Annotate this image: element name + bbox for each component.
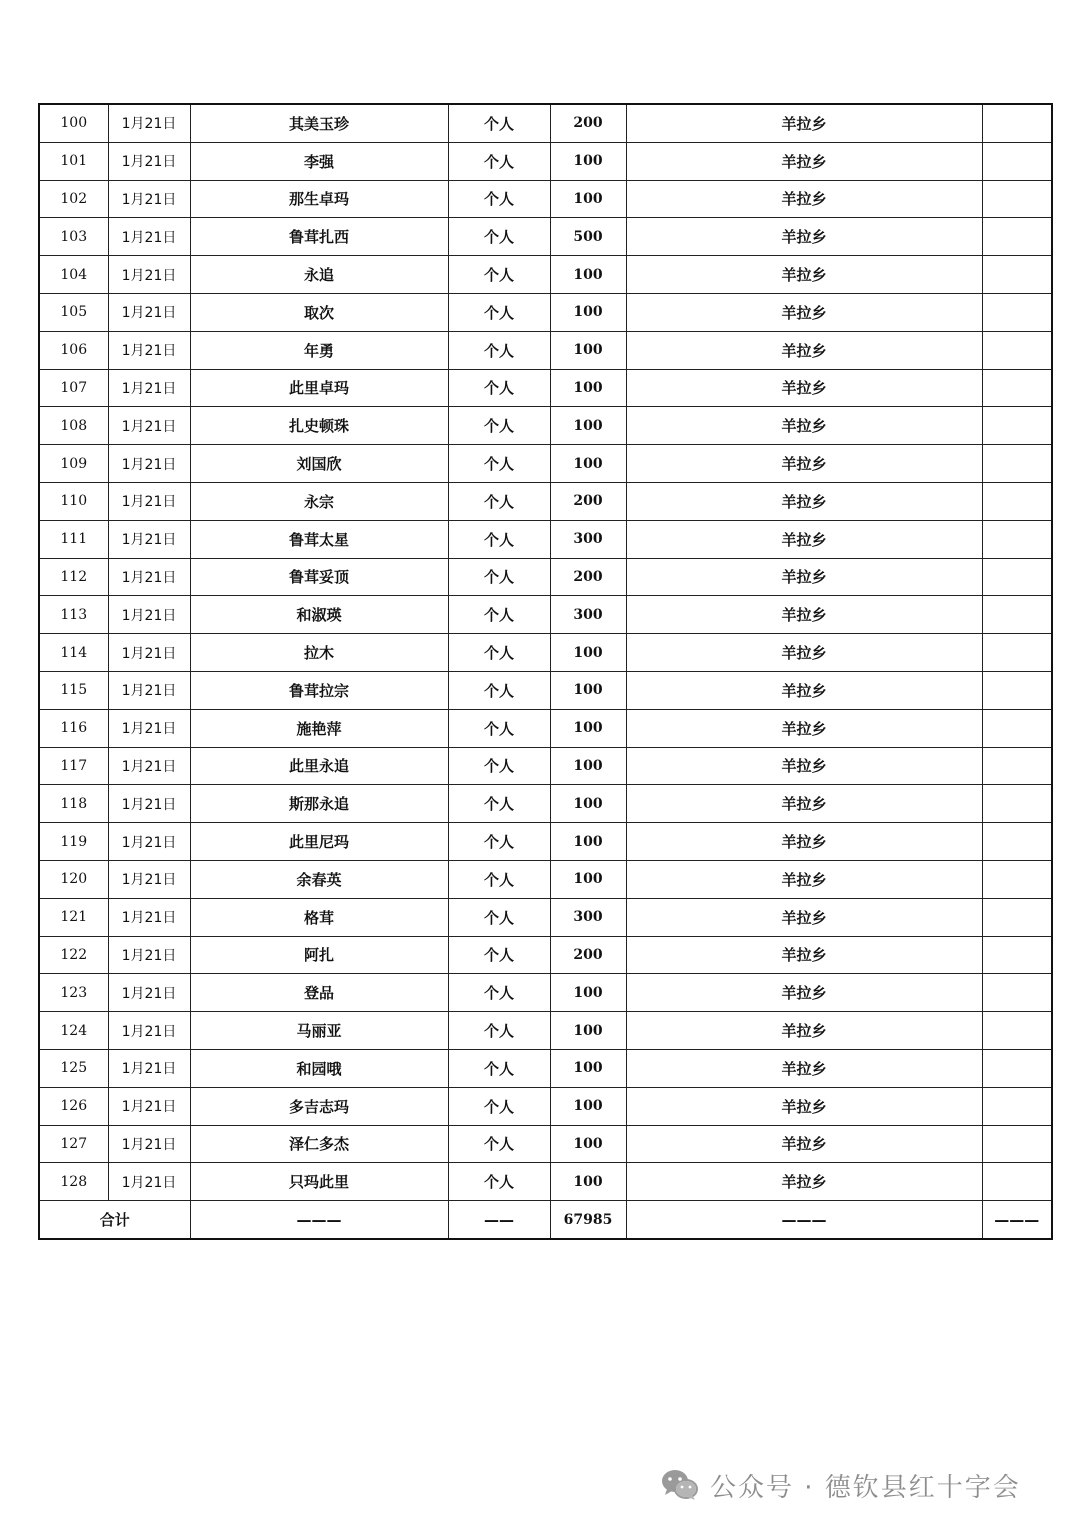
row-amount: 100 <box>550 293 626 331</box>
watermark-text: 公众号 · 德钦县红十字会 <box>710 1472 1021 1503</box>
row-donor-name: 和淑瑛 <box>190 596 448 634</box>
total-name-dash: ——— <box>190 1201 448 1239</box>
table-row <box>39 823 1052 861</box>
row-note <box>982 860 1052 898</box>
row-place: 羊拉乡 <box>626 1012 982 1050</box>
row-note <box>982 596 1052 634</box>
row-note <box>982 293 1052 331</box>
row-place: 羊拉乡 <box>626 180 982 218</box>
donation-table <box>38 103 1053 1240</box>
row-place: 羊拉乡 <box>626 256 982 294</box>
row-note <box>982 369 1052 407</box>
table-body <box>39 104 1052 1239</box>
row-number: 105 <box>39 293 108 331</box>
row-number: 113 <box>39 596 108 634</box>
row-date: 1月21日 <box>108 860 190 898</box>
row-donor-type: 个人 <box>448 860 550 898</box>
row-place: 羊拉乡 <box>626 1163 982 1201</box>
row-amount: 100 <box>550 1012 626 1050</box>
row-note <box>982 671 1052 709</box>
row-donor-name: 只玛此里 <box>190 1163 448 1201</box>
table-row <box>39 634 1052 672</box>
row-number: 117 <box>39 747 108 785</box>
row-note <box>982 1012 1052 1050</box>
row-date: 1月21日 <box>108 1049 190 1087</box>
row-donor-type: 个人 <box>448 482 550 520</box>
row-place: 羊拉乡 <box>626 747 982 785</box>
row-number: 119 <box>39 823 108 861</box>
row-place: 羊拉乡 <box>626 1087 982 1125</box>
row-amount: 200 <box>550 558 626 596</box>
row-donor-type: 个人 <box>448 823 550 861</box>
watermark <box>660 1462 1021 1508</box>
row-place: 羊拉乡 <box>626 520 982 558</box>
row-note <box>982 331 1052 369</box>
table-row <box>39 1125 1052 1163</box>
row-date: 1月21日 <box>108 331 190 369</box>
row-place: 羊拉乡 <box>626 482 982 520</box>
row-date: 1月21日 <box>108 445 190 483</box>
wechat-icon <box>660 1468 700 1502</box>
row-number: 122 <box>39 936 108 974</box>
row-amount: 100 <box>550 180 626 218</box>
row-donor-name: 施艳萍 <box>190 709 448 747</box>
row-number: 103 <box>39 218 108 256</box>
row-note <box>982 558 1052 596</box>
table-row <box>39 671 1052 709</box>
row-amount: 100 <box>550 407 626 445</box>
row-donor-name: 永追 <box>190 256 448 294</box>
row-donor-type: 个人 <box>448 293 550 331</box>
row-number: 100 <box>39 104 108 142</box>
row-donor-name: 年勇 <box>190 331 448 369</box>
table-row <box>39 445 1052 483</box>
row-donor-type: 个人 <box>448 974 550 1012</box>
row-note <box>982 104 1052 142</box>
row-donor-type: 个人 <box>448 218 550 256</box>
row-amount: 300 <box>550 898 626 936</box>
row-date: 1月21日 <box>108 256 190 294</box>
row-note <box>982 407 1052 445</box>
row-note <box>982 445 1052 483</box>
row-donor-name: 刘国欣 <box>190 445 448 483</box>
total-amount: 67985 <box>550 1201 626 1239</box>
row-donor-type: 个人 <box>448 1049 550 1087</box>
row-note <box>982 1125 1052 1163</box>
row-note <box>982 634 1052 672</box>
row-place: 羊拉乡 <box>626 1125 982 1163</box>
row-number: 107 <box>39 369 108 407</box>
row-donor-name: 和园哦 <box>190 1049 448 1087</box>
table-row <box>39 142 1052 180</box>
table-row <box>39 104 1052 142</box>
table-row <box>39 709 1052 747</box>
row-donor-type: 个人 <box>448 747 550 785</box>
row-donor-name: 鲁茸妥顶 <box>190 558 448 596</box>
row-donor-name: 拉木 <box>190 634 448 672</box>
table-row <box>39 482 1052 520</box>
row-note <box>982 936 1052 974</box>
row-donor-name: 永宗 <box>190 482 448 520</box>
row-date: 1月21日 <box>108 1087 190 1125</box>
row-date: 1月21日 <box>108 218 190 256</box>
row-number: 110 <box>39 482 108 520</box>
row-date: 1月21日 <box>108 671 190 709</box>
row-donor-name: 扎史顿珠 <box>190 407 448 445</box>
row-amount: 100 <box>550 671 626 709</box>
row-note <box>982 747 1052 785</box>
table-row <box>39 256 1052 294</box>
row-note <box>982 142 1052 180</box>
row-place: 羊拉乡 <box>626 331 982 369</box>
row-date: 1月21日 <box>108 747 190 785</box>
row-note <box>982 974 1052 1012</box>
row-date: 1月21日 <box>108 482 190 520</box>
row-place: 羊拉乡 <box>626 898 982 936</box>
row-date: 1月21日 <box>108 936 190 974</box>
row-donor-type: 个人 <box>448 104 550 142</box>
row-number: 128 <box>39 1163 108 1201</box>
row-donor-name: 此里永追 <box>190 747 448 785</box>
row-amount: 200 <box>550 482 626 520</box>
row-number: 109 <box>39 445 108 483</box>
row-donor-type: 个人 <box>448 1163 550 1201</box>
row-donor-type: 个人 <box>448 936 550 974</box>
row-date: 1月21日 <box>108 407 190 445</box>
row-place: 羊拉乡 <box>626 596 982 634</box>
row-amount: 100 <box>550 142 626 180</box>
row-amount: 100 <box>550 1087 626 1125</box>
row-donor-type: 个人 <box>448 785 550 823</box>
row-date: 1月21日 <box>108 142 190 180</box>
row-number: 125 <box>39 1049 108 1087</box>
row-place: 羊拉乡 <box>626 936 982 974</box>
row-number: 102 <box>39 180 108 218</box>
total-place-dash: ——— <box>626 1201 982 1239</box>
row-donor-type: 个人 <box>448 256 550 294</box>
row-number: 111 <box>39 520 108 558</box>
row-number: 104 <box>39 256 108 294</box>
row-date: 1月21日 <box>108 1012 190 1050</box>
row-donor-type: 个人 <box>448 407 550 445</box>
row-donor-name: 格茸 <box>190 898 448 936</box>
table-row <box>39 218 1052 256</box>
row-note <box>982 256 1052 294</box>
row-date: 1月21日 <box>108 898 190 936</box>
table-row <box>39 369 1052 407</box>
row-amount: 200 <box>550 936 626 974</box>
row-place: 羊拉乡 <box>626 558 982 596</box>
row-amount: 100 <box>550 709 626 747</box>
row-date: 1月21日 <box>108 634 190 672</box>
row-donor-type: 个人 <box>448 331 550 369</box>
row-note <box>982 823 1052 861</box>
row-note <box>982 898 1052 936</box>
table-row <box>39 898 1052 936</box>
row-place: 羊拉乡 <box>626 1049 982 1087</box>
row-number: 112 <box>39 558 108 596</box>
table-row <box>39 407 1052 445</box>
row-amount: 100 <box>550 369 626 407</box>
row-number: 123 <box>39 974 108 1012</box>
table-row <box>39 1049 1052 1087</box>
row-donor-name: 鲁茸拉宗 <box>190 671 448 709</box>
row-place: 羊拉乡 <box>626 407 982 445</box>
row-note <box>982 709 1052 747</box>
row-date: 1月21日 <box>108 1163 190 1201</box>
row-donor-name: 余春英 <box>190 860 448 898</box>
row-place: 羊拉乡 <box>626 104 982 142</box>
row-place: 羊拉乡 <box>626 974 982 1012</box>
table-row <box>39 1087 1052 1125</box>
row-date: 1月21日 <box>108 974 190 1012</box>
row-donor-name: 那生卓玛 <box>190 180 448 218</box>
row-donor-type: 个人 <box>448 180 550 218</box>
row-donor-name: 斯那永追 <box>190 785 448 823</box>
row-number: 121 <box>39 898 108 936</box>
row-date: 1月21日 <box>108 558 190 596</box>
row-donor-type: 个人 <box>448 1087 550 1125</box>
row-amount: 200 <box>550 104 626 142</box>
row-place: 羊拉乡 <box>626 785 982 823</box>
row-place: 羊拉乡 <box>626 709 982 747</box>
table-row <box>39 558 1052 596</box>
row-donor-name: 李强 <box>190 142 448 180</box>
row-donor-type: 个人 <box>448 369 550 407</box>
row-amount: 100 <box>550 1125 626 1163</box>
row-amount: 100 <box>550 445 626 483</box>
total-note-dash: ——— <box>982 1201 1052 1239</box>
row-amount: 100 <box>550 1049 626 1087</box>
table-row <box>39 936 1052 974</box>
row-donor-type: 个人 <box>448 1125 550 1163</box>
row-donor-type: 个人 <box>448 709 550 747</box>
row-amount: 300 <box>550 520 626 558</box>
table-row <box>39 974 1052 1012</box>
row-amount: 100 <box>550 974 626 1012</box>
row-amount: 100 <box>550 256 626 294</box>
row-donor-type: 个人 <box>448 1012 550 1050</box>
row-amount: 500 <box>550 218 626 256</box>
row-number: 124 <box>39 1012 108 1050</box>
row-number: 116 <box>39 709 108 747</box>
row-place: 羊拉乡 <box>626 142 982 180</box>
row-date: 1月21日 <box>108 823 190 861</box>
row-date: 1月21日 <box>108 104 190 142</box>
row-amount: 100 <box>550 1163 626 1201</box>
row-date: 1月21日 <box>108 369 190 407</box>
row-donor-type: 个人 <box>448 520 550 558</box>
row-donor-type: 个人 <box>448 596 550 634</box>
row-place: 羊拉乡 <box>626 445 982 483</box>
row-donor-name: 泽仁多杰 <box>190 1125 448 1163</box>
row-note <box>982 218 1052 256</box>
row-number: 126 <box>39 1087 108 1125</box>
table-row <box>39 331 1052 369</box>
row-note <box>982 1163 1052 1201</box>
total-row <box>39 1201 1052 1239</box>
row-note <box>982 520 1052 558</box>
row-place: 羊拉乡 <box>626 823 982 861</box>
row-donor-type: 个人 <box>448 898 550 936</box>
row-amount: 100 <box>550 331 626 369</box>
table-row <box>39 1012 1052 1050</box>
total-label: 合计 <box>39 1201 190 1239</box>
row-donor-name: 鲁茸太星 <box>190 520 448 558</box>
table-row <box>39 293 1052 331</box>
row-date: 1月21日 <box>108 180 190 218</box>
table-row <box>39 785 1052 823</box>
row-donor-name: 取次 <box>190 293 448 331</box>
row-date: 1月21日 <box>108 293 190 331</box>
row-donor-type: 个人 <box>448 445 550 483</box>
row-place: 羊拉乡 <box>626 860 982 898</box>
row-donor-name: 多吉志玛 <box>190 1087 448 1125</box>
table-row <box>39 860 1052 898</box>
row-number: 106 <box>39 331 108 369</box>
row-donor-type: 个人 <box>448 634 550 672</box>
row-amount: 100 <box>550 785 626 823</box>
row-donor-type: 个人 <box>448 558 550 596</box>
row-donor-name: 马丽亚 <box>190 1012 448 1050</box>
row-place: 羊拉乡 <box>626 634 982 672</box>
row-number: 114 <box>39 634 108 672</box>
row-date: 1月21日 <box>108 709 190 747</box>
row-donor-name: 登品 <box>190 974 448 1012</box>
row-donor-name: 此里尼玛 <box>190 823 448 861</box>
table-row <box>39 747 1052 785</box>
row-place: 羊拉乡 <box>626 671 982 709</box>
row-note <box>982 1087 1052 1125</box>
table-row <box>39 520 1052 558</box>
row-note <box>982 1049 1052 1087</box>
table-row <box>39 596 1052 634</box>
table-row <box>39 1163 1052 1201</box>
row-amount: 100 <box>550 860 626 898</box>
row-amount: 100 <box>550 823 626 861</box>
row-number: 108 <box>39 407 108 445</box>
row-amount: 100 <box>550 747 626 785</box>
row-note <box>982 482 1052 520</box>
row-donor-name: 鲁茸扎西 <box>190 218 448 256</box>
row-number: 101 <box>39 142 108 180</box>
row-place: 羊拉乡 <box>626 369 982 407</box>
row-donor-name: 阿扎 <box>190 936 448 974</box>
total-type-dash: —— <box>448 1201 550 1239</box>
row-amount: 100 <box>550 634 626 672</box>
row-note <box>982 180 1052 218</box>
row-place: 羊拉乡 <box>626 293 982 331</box>
row-donor-type: 个人 <box>448 671 550 709</box>
row-donor-name: 此里卓玛 <box>190 369 448 407</box>
row-number: 120 <box>39 860 108 898</box>
row-date: 1月21日 <box>108 520 190 558</box>
row-donor-name: 其美玉珍 <box>190 104 448 142</box>
table-row <box>39 180 1052 218</box>
row-place: 羊拉乡 <box>626 218 982 256</box>
row-number: 115 <box>39 671 108 709</box>
row-note <box>982 785 1052 823</box>
row-number: 127 <box>39 1125 108 1163</box>
row-number: 118 <box>39 785 108 823</box>
row-amount: 300 <box>550 596 626 634</box>
row-date: 1月21日 <box>108 785 190 823</box>
row-date: 1月21日 <box>108 596 190 634</box>
row-date: 1月21日 <box>108 1125 190 1163</box>
row-donor-type: 个人 <box>448 142 550 180</box>
